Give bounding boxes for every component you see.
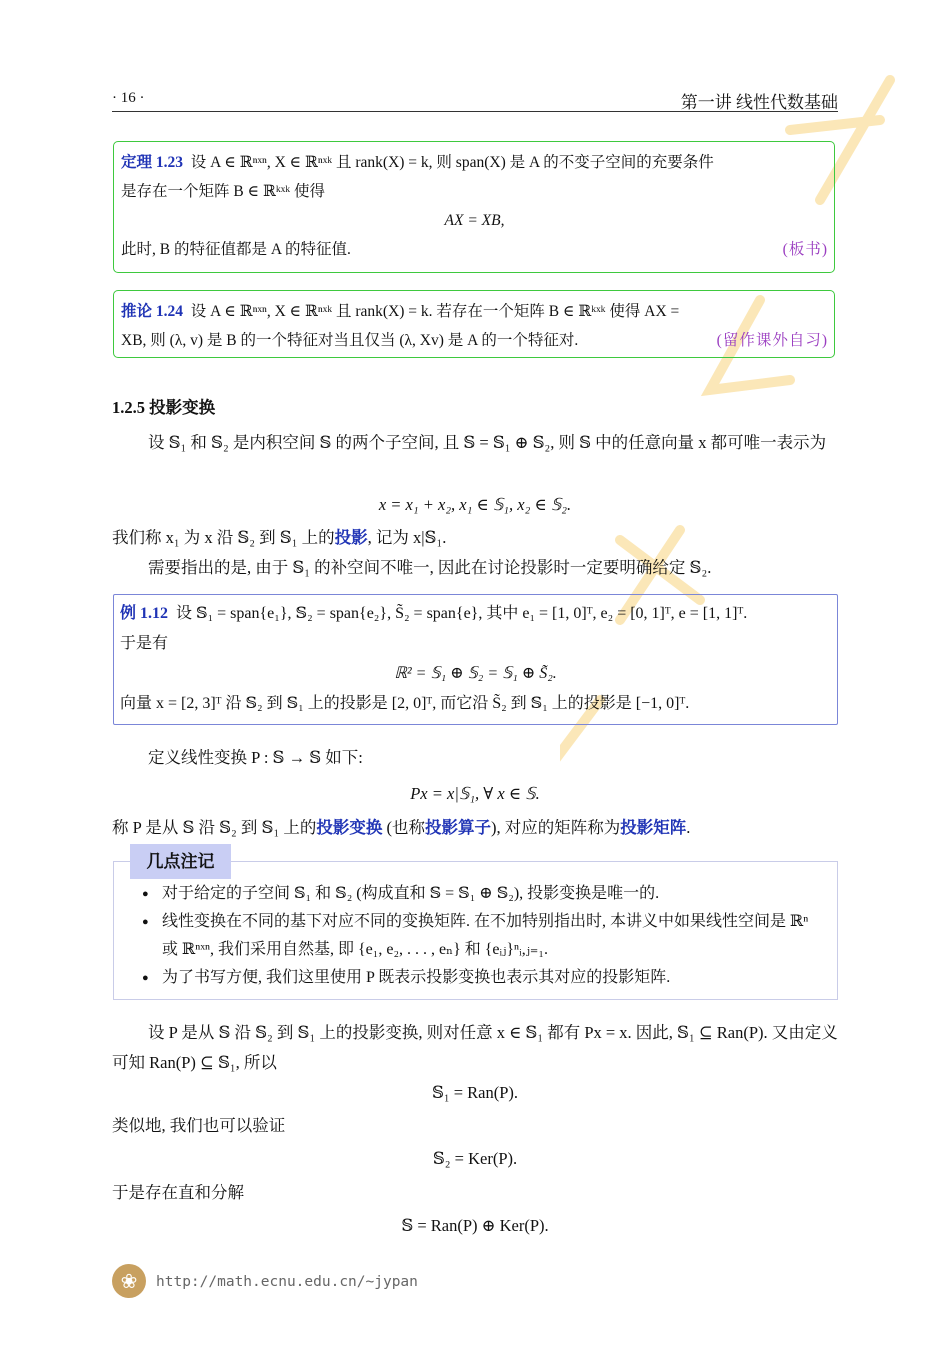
example-equation: ℝ² = 𝕊₁ ⊕ 𝕊₂ = 𝕊₁ ⊕ S̃₂. (394, 665, 557, 682)
paragraph-range: 设 P 是从 𝕊 沿 𝕊₂ 到 𝕊₁ 上的投影变换, 则对任意 x ∈ 𝕊₁ 都有 Px = x. 因此, 𝕊₁ ⊆ Ran(P). 又由定义可知 Ran(P) ⊆ 𝕊₁, 所以 (112, 1023, 838, 1072)
paragraph-projection-names: 称 P 是从 𝕊 沿 𝕊₂ 到 𝕊₁ 上的投影变换 (也称投影算子), 对应的矩阵称为投影矩阵. (112, 818, 691, 837)
paragraph-projection-def: 我们称 x₁ 为 x 沿 𝕊₂ 到 𝕊₁ 上的投影, 记为 x|𝕊₁. (112, 528, 447, 547)
corollary-label: 推论 1.24 (121, 303, 184, 320)
corollary-box (113, 290, 835, 358)
section-heading: 1.2.5 投影变换 (112, 398, 216, 417)
theorem-text-line2: 是存在一个矩阵 B ∈ ℝᵏˣᵏ 使得 (121, 183, 325, 200)
corollary-tag: (留作课外自习) (716, 332, 828, 349)
paragraph-similarly: 类似地, 我们也可以验证 (112, 1116, 286, 1135)
equation-kernel: 𝕊₂ = Ker(P). (432, 1149, 518, 1168)
chapter-title: 第一讲 线性代数基础 (680, 93, 838, 112)
keyword-projection-transform: 投影变换 (316, 818, 383, 837)
keyword-projection-matrix: 投影矩阵 (620, 818, 687, 837)
paragraph-define-P: 定义线性变换 P : 𝕊 → 𝕊 如下: (148, 748, 363, 767)
notes-item: ● 为了书写方便, 我们这里使用 P 既表示投影变换也表示其对应的投影矩阵. (136, 964, 826, 992)
theorem-text-line3: 此时, B 的特征值都是 A 的特征值. (121, 241, 351, 258)
corollary-text-line2: XB, 则 (λ, v) 是 B 的一个特征对当且仅当 (λ, Xv) 是 A 的一个特征对. (121, 332, 579, 349)
paragraph-intro: 设 𝕊₁ 和 𝕊₂ 是内积空间 𝕊 的两个子空间, 且 𝕊 = 𝕊₁ ⊕ 𝕊₂, 则 𝕊 中的任意向量 x 都可唯一表示为 (148, 433, 827, 452)
keyword-projection: 投影 (334, 528, 368, 547)
university-seal-icon: ❀ (112, 1264, 146, 1298)
header-rule (112, 111, 838, 112)
notes-title: 几点注记 (130, 844, 231, 879)
paragraph-direct-sum: 于是存在直和分解 (112, 1183, 244, 1202)
equation-direct-sum: 𝕊 = Ran(P) ⊕ Ker(P). (401, 1216, 549, 1235)
notes-box (113, 861, 838, 1000)
page-number: · 16 · (112, 90, 145, 106)
equation-range: 𝕊₁ = Ran(P). (431, 1083, 519, 1102)
notes-item: ● 对于给定的子空间 𝕊₁ 和 𝕊₂ (构成直和 𝕊 = 𝕊₁ ⊕ 𝕊₂), 投影变换是唯一的. (136, 880, 826, 908)
footer-url-link[interactable]: http://math.ecnu.edu.cn/~jypan (156, 1274, 418, 1290)
example-text-line3: 向量 x = [2, 3]ᵀ 沿 𝕊₂ 到 𝕊₁ 上的投影是 [2, 0]ᵀ, 而它沿 S̃₂ 到 𝕊₁ 上的投影是 [−1, 0]ᵀ. (120, 695, 690, 712)
theorem-tag: (板书) (782, 241, 828, 258)
theorem-label: 定理 1.23 (121, 154, 184, 171)
example-text-line2: 于是有 (120, 635, 169, 652)
example-label: 例 1.12 (120, 605, 169, 622)
theorem-equation: AX = XB, (444, 212, 505, 229)
equation-decomposition: x = x₁ + x₂, x₁ ∈ 𝕊₁, x₂ ∈ 𝕊₂. (378, 495, 572, 514)
example-box (113, 594, 838, 725)
corollary-text-line1: 设 A ∈ ℝⁿˣⁿ, X ∈ ℝⁿˣᵏ 且 rank(X) = k. 若存在一个矩阵 B ∈ ℝᵏˣᵏ 使得 AX = (190, 303, 680, 320)
theorem-box (113, 141, 835, 273)
equation-P: Px = x|𝕊₁, ∀ x ∈ 𝕊. (410, 784, 540, 803)
theorem-text-line1: 设 A ∈ ℝⁿˣⁿ, X ∈ ℝⁿˣᵏ 且 rank(X) = k, 则 span(X) 是 A 的不变子空间的充要条件 (190, 154, 714, 171)
keyword-projection-operator: 投影算子 (424, 818, 491, 837)
notes-item: ● 线性变换在不同的基下对应不同的变换矩阵. 在不加特别指出时, 本讲义中如果线性空间是 ℝⁿ 或 ℝⁿˣⁿ, 我们采用自然基, 即 {e₁, e₂, . . . , eₙ} 和 {eᵢⱼ}ⁿᵢ,ⱼ₌₁. (136, 908, 826, 964)
example-text-line1: 设 𝕊₁ = span{e₁}, 𝕊₂ = span{e₂}, S̃₂ = span{e}, 其中 e₁ = [1, 0]ᵀ, e₂ = [0, 1]ᵀ, e = [1, 1]ᵀ. (176, 605, 748, 622)
notes-list (136, 880, 826, 992)
paragraph-note: 需要指出的是, 由于 𝕊₁ 的补空间不唯一, 因此在讨论投影时一定要明确给定 𝕊₂. (148, 558, 712, 577)
